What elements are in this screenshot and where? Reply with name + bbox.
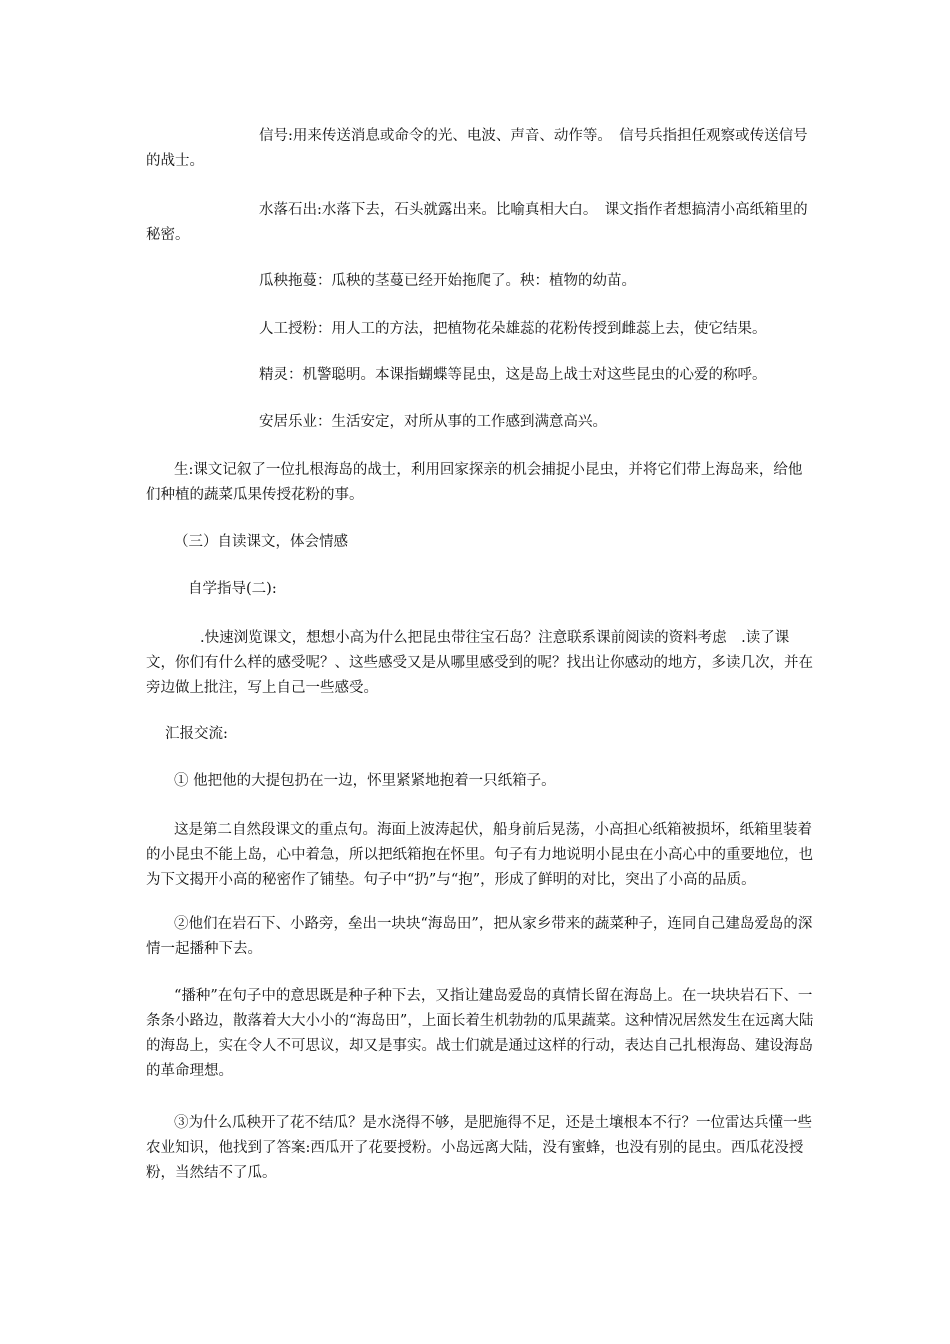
key-sentence-2: ②他们在岩石下、小路旁，垒出一块块“海岛田”，把从家乡带来的蔬菜种子，连同自己建岛爱岛的深情一起播种下去。 — [146, 916, 813, 957]
definition-shuiluoshichu: 水落石出:水落下去，石头就露出来。比喻真相大白。 课文指作者想搞清小高纸箱里的秘密。 — [146, 202, 808, 243]
definition-signal: 信号:用来传送消息或命令的光、电波、声音、动作等。 信号兵指担任观察或传送信号的战士。 — [146, 128, 808, 169]
definition-rengongshoufen: 人工授粉：用人工的方法，把植物花朵雄蕊的花粉传授到雌蕊上去，使它结果。 — [259, 321, 767, 337]
student-summary: 生:课文记叙了一位扎根海岛的战士，利用回家探亲的机会捕捉小昆虫，并将它们带上海岛来，给他们种植的蔬菜瓜果传授花粉的事。 — [146, 462, 803, 503]
self-study-guide-heading: 自学指导(二): — [188, 581, 277, 597]
analysis-1: 这是第二自然段课文的重点句。海面上波涛起伏，船身前后晃荡，小高担心纸箱被损坏，纸箱里装着的小昆虫不能上岛，心中着急，所以把纸箱抱在怀里。句子有力地说明小昆虫在小高心中的重要地位，也为下文揭开小高的秘密作了铺垫。句子中“扔”与“抱”，形成了鲜明的对比，突出了小高的品质。 — [146, 822, 813, 888]
guide-questions: .快速浏览课文，想想小高为什么把昆虫带往宝石岛？注意联系课前阅读的资料考虑 .读了课文，你们有什么样的感受呢？、这些感受又是从哪里感受到的呢？找出让你感动的地方，多读几次，并在旁边做上批注，写上自己一些感受。 — [146, 630, 813, 696]
definition-jingling: 精灵：机警聪明。本课指蝴蝶等昆虫，这是岛上战士对这些昆虫的心爱的称呼。 — [259, 367, 767, 383]
definition-guayangtuoman: 瓜秧拖蔓：瓜秧的茎蔓已经开始拖爬了。秧：植物的幼苗。 — [259, 273, 636, 289]
definition-anjuleye: 安居乐业：生活安定，对所从事的工作感到满意高兴。 — [259, 414, 607, 430]
key-sentence-3: ③为什么瓜秧开了花不结瓜？是水浇得不够，是肥施得不足，还是土壤根本不行？一位雷达兵懂一些农业知识，他找到了答案:西瓜开了花要授粉。小岛远离大陆，没有蜜蜂，也没有别的昆虫。西瓜花没授粉，当然结不了瓜。 — [146, 1115, 812, 1181]
report-heading: 汇报交流: — [165, 726, 228, 742]
key-sentence-1: ① 他把他的大提包扔在一边，怀里紧紧地抱着一只纸箱子。 — [174, 773, 556, 789]
section-heading: （三）自读课文，体会情感 — [174, 534, 348, 550]
analysis-2: “播种”在句子中的意思既是种子种下去，又指让建岛爱岛的真情长留在海岛上。在一块块岩石下、一条条小路边，散落着大大小小的“海岛田”，上面长着生机勃勃的瓜果蔬菜。这种情况居然发生在远离大陆的海岛上，实在令人不可思议，却又是事实。战士们就是通过这样的行动，表达自己扎根海岛、建设海岛的革命理想。 — [146, 988, 814, 1079]
